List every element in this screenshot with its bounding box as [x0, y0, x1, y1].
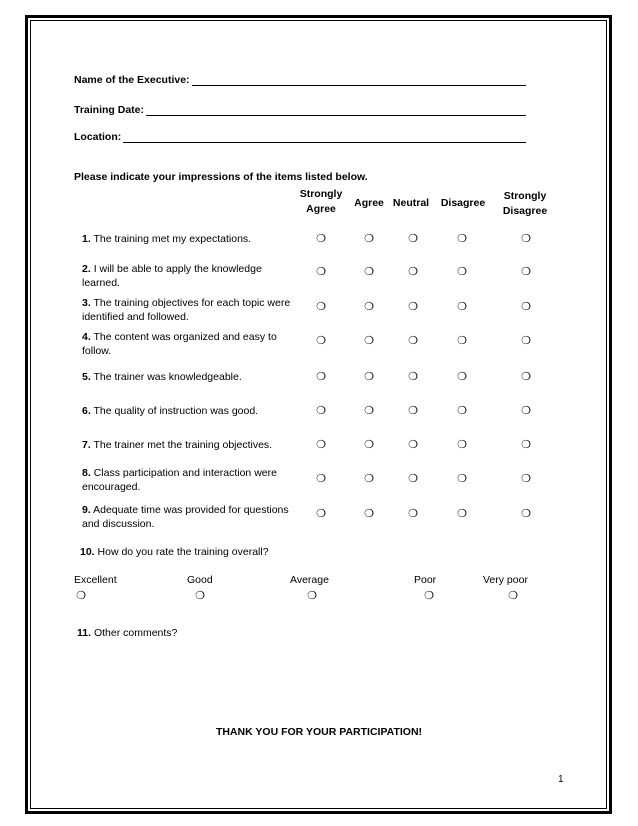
radio-q2-agree[interactable]: ❍ — [364, 266, 374, 278]
question-3-text: The training objectives for each topic were identified and followed. — [82, 297, 291, 323]
radio-q8-neutral[interactable]: ❍ — [408, 473, 418, 485]
radio-q8-agree[interactable]: ❍ — [364, 473, 374, 485]
question-3 — [82, 296, 292, 324]
col-strongly-disagree-line2: Disagree — [502, 205, 548, 217]
radio-q6-disagree[interactable]: ❍ — [457, 405, 467, 417]
radio-q8-strongly-disagree[interactable]: ❍ — [521, 473, 531, 485]
radio-q4-strongly-agree[interactable]: ❍ — [316, 335, 326, 347]
radio-good[interactable]: ❍ — [195, 590, 205, 602]
question-4-num: 4. — [82, 331, 91, 343]
scale-very-poor-label: Very poor — [483, 574, 528, 586]
radio-q7-neutral[interactable]: ❍ — [408, 439, 418, 451]
training-date-line[interactable] — [146, 105, 526, 116]
radio-q6-strongly-disagree[interactable]: ❍ — [521, 405, 531, 417]
radio-q5-agree[interactable]: ❍ — [364, 371, 374, 383]
question-2-text: I will be able to apply the knowledge learned. — [82, 263, 262, 289]
location-line[interactable] — [123, 132, 526, 143]
radio-average[interactable]: ❍ — [307, 590, 317, 602]
question-1-num: 1. — [82, 233, 91, 245]
radio-q7-strongly-agree[interactable]: ❍ — [316, 439, 326, 451]
question-8-num: 8. — [82, 467, 91, 479]
question-11-text: Other comments? — [93, 627, 178, 639]
col-strongly-disagree-line1: Strongly — [503, 190, 547, 202]
executive-name-line[interactable] — [192, 75, 526, 86]
radio-q3-agree[interactable]: ❍ — [364, 301, 374, 313]
question-11 — [77, 627, 177, 639]
question-8-text: Class participation and interaction were encouraged. — [82, 467, 277, 493]
question-6-num: 6. — [82, 405, 91, 417]
radio-q2-strongly-disagree[interactable]: ❍ — [521, 266, 531, 278]
question-7-num: 7. — [82, 439, 91, 451]
radio-q7-strongly-disagree[interactable]: ❍ — [521, 439, 531, 451]
scale-excellent-label: Excellent — [74, 574, 117, 586]
training-date-label: Training Date: — [74, 104, 145, 116]
thank-you-message: THANK YOU FOR YOUR PARTICIPATION! — [215, 726, 423, 738]
radio-q4-strongly-disagree[interactable]: ❍ — [521, 335, 531, 347]
question-2-num: 2. — [82, 263, 91, 275]
radio-q5-disagree[interactable]: ❍ — [457, 371, 467, 383]
radio-q1-neutral[interactable]: ❍ — [408, 233, 418, 245]
radio-q8-disagree[interactable]: ❍ — [457, 473, 467, 485]
radio-q6-strongly-agree[interactable]: ❍ — [316, 405, 326, 417]
question-7-text: The trainer met the training objectives. — [93, 439, 273, 451]
radio-q2-neutral[interactable]: ❍ — [408, 266, 418, 278]
question-5 — [82, 370, 292, 384]
training-date-field[interactable] — [74, 104, 526, 116]
question-8 — [82, 466, 292, 494]
question-5-num: 5. — [82, 371, 91, 383]
radio-q3-neutral[interactable]: ❍ — [408, 301, 418, 313]
radio-q4-disagree[interactable]: ❍ — [457, 335, 467, 347]
executive-name-field[interactable] — [74, 74, 526, 86]
radio-q3-strongly-agree[interactable]: ❍ — [316, 301, 326, 313]
radio-poor[interactable]: ❍ — [424, 590, 434, 602]
question-9-text: Adequate time was provided for questions and discussion. — [82, 504, 289, 530]
instructions: Please indicate your impressions of the items listed below. — [74, 171, 368, 183]
question-10 — [80, 546, 269, 558]
question-4 — [82, 330, 292, 358]
location-field[interactable] — [74, 131, 526, 143]
col-strongly-agree-line2: Agree — [306, 203, 336, 215]
radio-q9-strongly-agree[interactable]: ❍ — [316, 508, 326, 520]
col-strongly-disagree — [496, 189, 554, 219]
col-neutral: Neutral — [392, 197, 430, 209]
question-11-num: 11. — [77, 627, 92, 639]
question-1-text: The training met my expectations. — [93, 233, 252, 245]
question-5-text: The trainer was knowledgeable. — [93, 371, 242, 383]
col-strongly-agree-line1: Strongly — [299, 188, 343, 200]
radio-q4-neutral[interactable]: ❍ — [408, 335, 418, 347]
radio-q3-disagree[interactable]: ❍ — [457, 301, 467, 313]
question-10-num: 10. — [80, 546, 95, 558]
radio-q6-neutral[interactable]: ❍ — [408, 405, 418, 417]
location-label: Location: — [74, 131, 122, 143]
question-10-text: How do you rate the training overall? — [97, 546, 269, 558]
radio-q1-agree[interactable]: ❍ — [364, 233, 374, 245]
question-7 — [82, 438, 292, 452]
scale-average-label: Average — [290, 574, 329, 586]
col-strongly-agree — [292, 187, 350, 217]
executive-name-label: Name of the Executive: — [74, 74, 190, 86]
radio-q7-disagree[interactable]: ❍ — [457, 439, 467, 451]
question-6 — [82, 404, 292, 418]
question-6-text: The quality of instruction was good. — [93, 405, 259, 417]
radio-q8-strongly-agree[interactable]: ❍ — [316, 473, 326, 485]
page-number: 1 — [558, 774, 564, 785]
col-agree: Agree — [354, 197, 384, 209]
question-4-text: The content was organized and easy to follow. — [82, 331, 277, 357]
radio-q2-disagree[interactable]: ❍ — [457, 266, 467, 278]
question-9 — [82, 503, 292, 531]
radio-q5-neutral[interactable]: ❍ — [408, 371, 418, 383]
radio-q1-strongly-disagree[interactable]: ❍ — [521, 233, 531, 245]
radio-q6-agree[interactable]: ❍ — [364, 405, 374, 417]
radio-q9-agree[interactable]: ❍ — [364, 508, 374, 520]
question-2 — [82, 262, 292, 290]
question-9-num: 9. — [82, 504, 91, 516]
radio-q9-disagree[interactable]: ❍ — [457, 508, 467, 520]
question-3-num: 3. — [82, 297, 91, 309]
question-1 — [82, 232, 292, 246]
radio-excellent[interactable]: ❍ — [76, 590, 86, 602]
scale-good-label: Good — [187, 574, 213, 586]
radio-q9-strongly-disagree[interactable]: ❍ — [521, 508, 531, 520]
scale-poor-label: Poor — [414, 574, 437, 586]
radio-q9-neutral[interactable]: ❍ — [408, 508, 418, 520]
radio-q5-strongly-disagree[interactable]: ❍ — [521, 371, 531, 383]
radio-q4-agree[interactable]: ❍ — [364, 335, 374, 347]
radio-q2-strongly-agree[interactable]: ❍ — [316, 266, 326, 278]
col-disagree: Disagree — [440, 197, 486, 209]
radio-q7-agree[interactable]: ❍ — [364, 439, 374, 451]
radio-very-poor[interactable]: ❍ — [508, 590, 518, 602]
radio-q1-disagree[interactable]: ❍ — [457, 233, 467, 245]
radio-q5-strongly-agree[interactable]: ❍ — [316, 371, 326, 383]
radio-q1-strongly-agree[interactable]: ❍ — [316, 233, 326, 245]
radio-q3-strongly-disagree[interactable]: ❍ — [521, 301, 531, 313]
